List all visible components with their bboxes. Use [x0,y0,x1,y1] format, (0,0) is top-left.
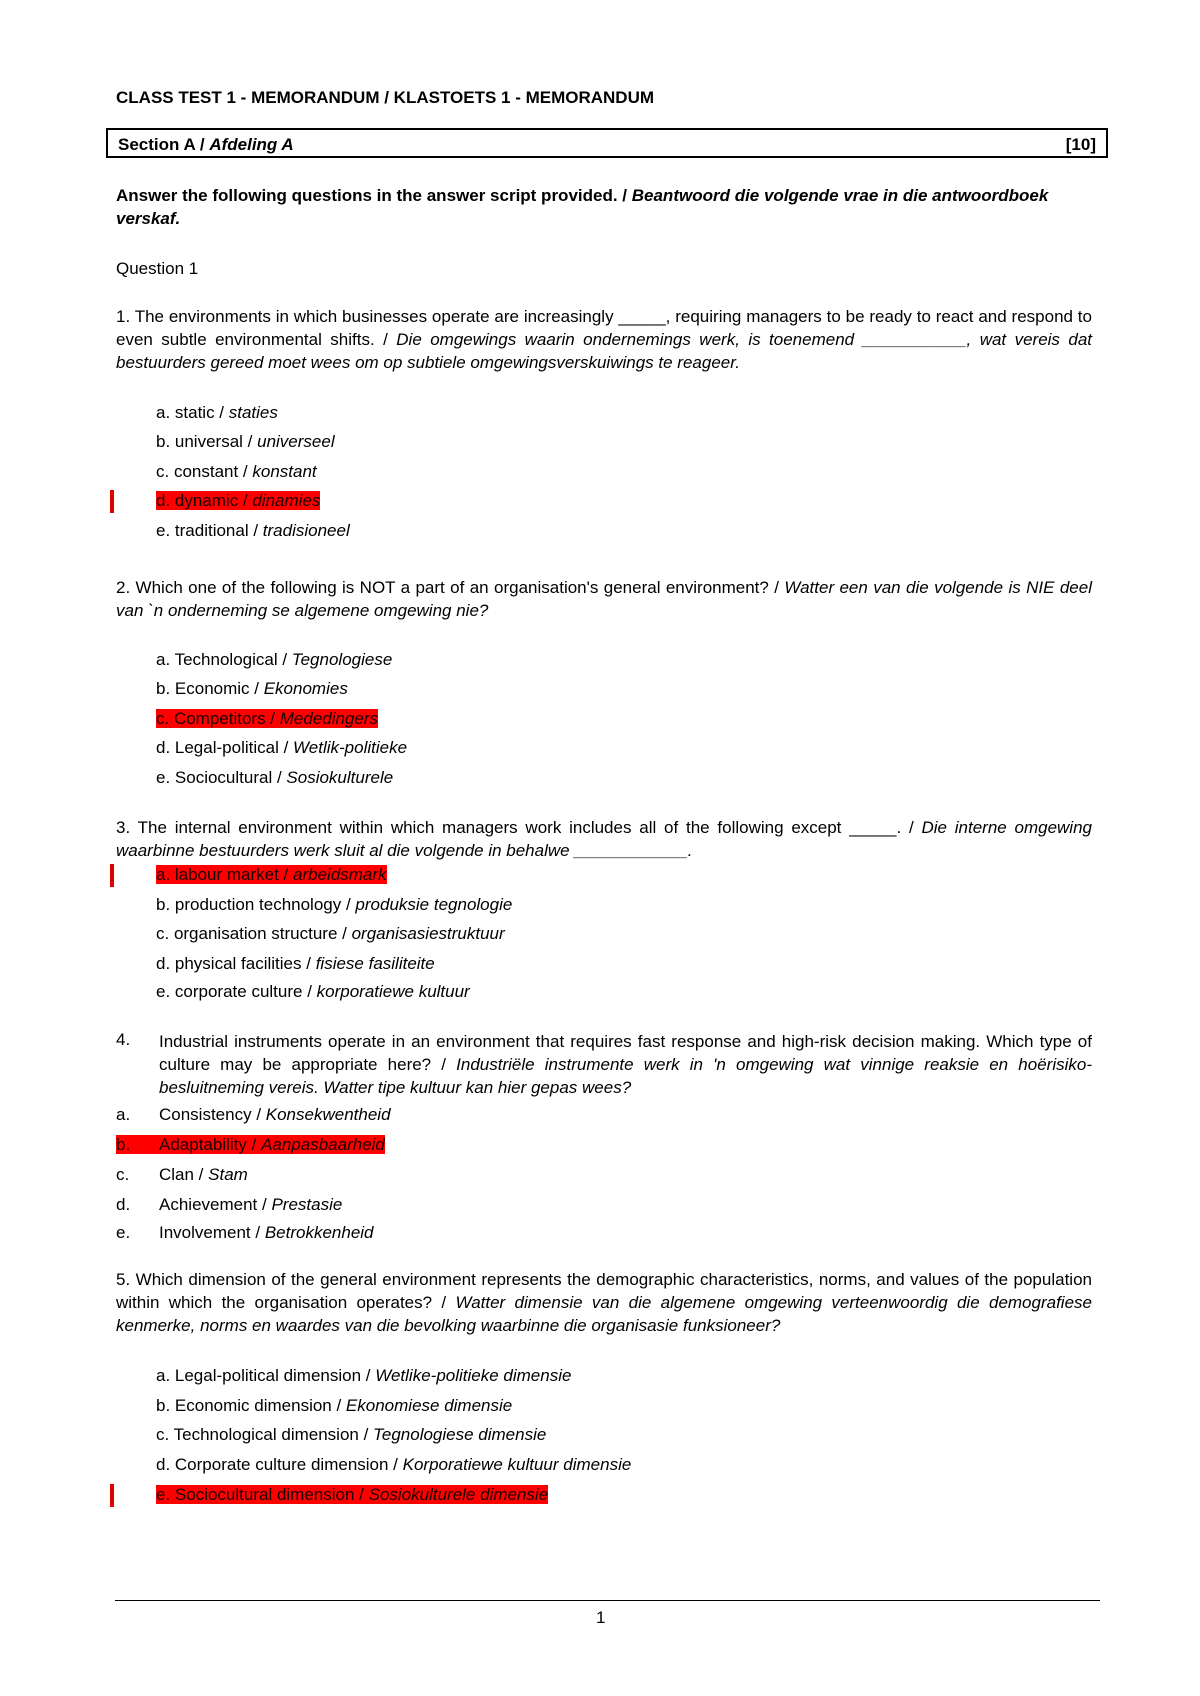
section-header [106,128,1108,158]
question-4-en: Industrial instruments operate in an environment that requires fast response and high-risk decision making. Which type of culture may be appropriate here? / [159,1032,1092,1074]
option-af: dinamies [252,491,321,510]
option-letter: b. [116,1135,131,1154]
option-af: tradisioneel [262,521,350,540]
option-af: Ekonomies [263,679,348,698]
question-5-text [116,1268,1092,1337]
question-2-option-d [156,737,407,759]
question-3-option-d [156,953,435,975]
option-af: Konsekwentheid [265,1105,391,1124]
instructions-en: Answer the following questions in the answer script provided. / [116,186,632,205]
option-af: Betrokkenheid [264,1223,374,1242]
question-heading: Question 1 [116,259,199,278]
option-en: d. dynamic / [156,491,253,510]
question-4-option-b-correct [116,1134,385,1156]
option-af: Ekonomiese dimensie [345,1396,513,1415]
option-en: e. Sociocultural dimension / [156,1485,369,1504]
question-1-option-b [156,431,335,453]
option-af: Korporatiewe kultuur dimensie [402,1455,632,1474]
option-af: Wetlike-politieke dimensie [375,1366,572,1385]
option-en: a. Technological / [156,650,292,669]
question-4-number: 4. [116,1030,131,1049]
question-5-option-a [156,1365,571,1387]
question-2-en: 2. Which one of the following is NOT a part of an organisation's general environment? / [116,578,785,597]
question-1-en: 1. The environments in which businesses operate are increasingly _____, requiring managers to be ready to react and respond to even subtle environmental shifts. / [116,307,1092,349]
question-4-af: Industriële instrumente werk in 'n omgewing wat vinnige reaksie en hoërisiko-besluitneming vereis. Watter tipe kultuur kan hier gepas wees? [159,1055,1092,1097]
option-en: Involvement / [159,1223,265,1242]
correct-answer-marker [110,864,114,887]
option-af: universeel [257,432,335,451]
option-en: c. organisation structure / [156,924,352,943]
option-letter: c. [116,1165,130,1184]
option-letter: e. [116,1223,131,1242]
question-1-text [116,305,1092,374]
question-3-option-a-correct [156,864,387,886]
option-en: Clan / [159,1165,209,1184]
question-2-option-a [156,649,392,671]
option-en: a. static / [156,403,229,422]
question-4-option-d [116,1194,342,1216]
question-5-option-d [156,1454,631,1476]
question-2-text [116,576,1092,622]
page-number: 1 [596,1608,606,1627]
section-label-en: Section A / [118,135,210,154]
question-5-en: 5. Which dimension of the general environment represents the demographic characteristics, norms, and values of the population within which the organisation operates? / [116,1270,1092,1312]
question-4-body [159,1030,1092,1099]
question-1-option-d-correct [156,490,320,512]
question-1-option-c [156,461,317,483]
option-en: a. Legal-political dimension / [156,1366,376,1385]
question-5-option-c [156,1424,546,1446]
question-3-text [116,816,1092,862]
option-af: Stam [208,1165,248,1184]
option-en: e. traditional / [156,521,263,540]
correct-answer-marker [110,1484,114,1507]
question-1-af: Die omgewings waarin ondernemings werk, is toenemend ___________, wat vereis dat bestuurders gereed moet wees om op subtiele omgewingsverskuiwings te reageer. [116,330,1092,372]
option-en: d. Legal-political / [156,738,294,757]
option-af: korporatiewe kultuur [316,982,470,1001]
question-3-option-b [156,894,512,916]
option-af: Sosiokulturele dimensie [368,1485,549,1504]
option-en: a. labour market / [156,865,294,884]
option-af: Tegnologiese [291,650,393,669]
question-1-option-a [156,402,278,424]
option-en: c. constant / [156,462,253,481]
question-4-option-e [116,1222,374,1244]
question-3-option-e [156,981,470,1003]
option-af: konstant [252,462,317,481]
question-4-option-a [116,1104,391,1126]
section-label [118,135,294,155]
correct-answer-marker [110,490,114,513]
question-3-en: 3. The internal environment within which managers work includes all of the following except _____. / [116,818,922,837]
option-af: Prestasie [271,1195,343,1214]
option-en: b. universal / [156,432,258,451]
option-letter: a. [116,1105,131,1124]
option-en: Achievement / [159,1195,272,1214]
option-af: arbeidsmark [293,865,387,884]
question-4-option-c [116,1164,248,1186]
question-3-option-c [156,923,505,945]
option-af: Aanpasbaarheid [261,1135,385,1154]
question-4-text [116,1030,1092,1102]
option-en: c. Technological dimension / [156,1425,374,1444]
option-en: e. corporate culture / [156,982,317,1001]
option-af: fisiese fasiliteite [315,954,435,973]
question-5-option-b [156,1395,512,1417]
question-5-option-e-correct [156,1484,548,1506]
option-af: Sosiokulturele [286,768,394,787]
option-en: Adaptability / [159,1135,262,1154]
instructions-af: Beantwoord die volgende vrae in die antwoordboek verskaf. [116,186,1049,228]
option-en: b. production technology / [156,895,356,914]
option-af: Wetlik-politieke [293,738,408,757]
option-en: d. Corporate culture dimension / [156,1455,403,1474]
section-label-af: Afdeling A [209,135,294,154]
question-2-option-e [156,767,393,789]
option-af: organisasiestruktuur [351,924,505,943]
option-en: d. physical facilities / [156,954,316,973]
question-1-option-e [156,520,350,542]
question-2-option-c-correct [156,708,378,730]
option-af: Tegnologiese dimensie [373,1425,547,1444]
option-af: Mededingers [279,709,379,728]
option-en: c. Competitors / [156,709,280,728]
option-en: e. Sociocultural / [156,768,287,787]
option-af: staties [228,403,278,422]
instructions [116,184,1092,230]
option-af: produksie tegnologie [355,895,513,914]
question-5-af: Watter dimensie van die algemene omgewing verteenwoordig die demografiese kenmerke, norms en waardes van die bevolking waarbinne die organisasie funksioneer? [116,1293,1092,1335]
option-en: b. Economic / [156,679,264,698]
question-2-option-b [156,678,348,700]
question-3-af: Die interne omgewing waarbinne bestuurders werk sluit al die volgende in behalwe ____________. [116,818,1092,860]
option-en: Consistency / [159,1105,266,1124]
option-letter: d. [116,1195,131,1214]
footer-divider [115,1600,1100,1601]
question-2-af: Watter een van die volgende is NIE deel van `n onderneming se algemene omgewing nie? [116,578,1092,620]
option-en: b. Economic dimension / [156,1396,346,1415]
section-marks: [10] [1065,135,1096,154]
document-title: CLASS TEST 1 - MEMORANDUM / KLASTOETS 1 - MEMORANDUM [116,88,655,107]
